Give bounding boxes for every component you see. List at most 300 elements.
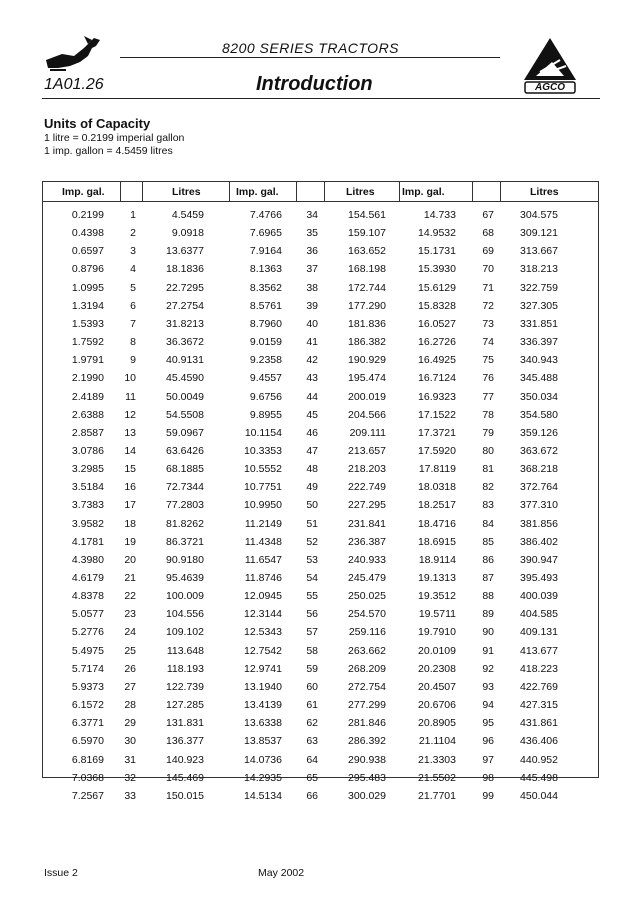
table-cell: 381.856: [520, 517, 558, 530]
table-cell-units: 99: [482, 789, 494, 802]
table-cell: 359.126: [520, 426, 558, 439]
table-cell: 440.952: [520, 753, 558, 766]
table-cell-units: 83: [482, 499, 494, 512]
table-cell-units: 29: [124, 717, 136, 730]
table-cell: 368.218: [520, 463, 558, 476]
table-cell-units: 72: [482, 299, 494, 312]
table-cell: 2.8587: [71, 426, 104, 439]
table-cell: 9.6756: [249, 390, 282, 403]
table-cell-units: 17: [124, 499, 136, 512]
header-divider: [472, 182, 473, 201]
table-cell: 18.1836: [166, 263, 204, 276]
table-cell: 13.6377: [166, 245, 204, 258]
table-cell: 18.4716: [418, 517, 456, 530]
table-cell-units: 98: [482, 771, 494, 784]
table-cell: 122.739: [166, 680, 204, 693]
table-cell: 390.947: [520, 553, 558, 566]
table-cell: 21.1104: [418, 735, 456, 748]
table-cell: 15.6129: [418, 281, 456, 294]
table-cell-units: 27: [124, 680, 136, 693]
header-divider: [229, 182, 230, 201]
table-cell-units: 88: [482, 590, 494, 603]
table-cell: 16.7124: [418, 372, 456, 385]
table-cell: 272.754: [348, 680, 386, 693]
table-cell: 309.121: [520, 227, 558, 240]
table-cell: 195.474: [348, 372, 386, 385]
table-cell-units: 86: [482, 553, 494, 566]
table-cell-units: 65: [306, 771, 318, 784]
units-heading: Units of Capacity: [44, 116, 151, 131]
table-cell: 4.5459: [171, 209, 204, 221]
table-cell: 5.7174: [71, 662, 104, 675]
table-cell: 318.213: [520, 263, 558, 276]
table-cell-units: 79: [482, 426, 494, 439]
table-cell-units: 85: [482, 535, 494, 548]
table-cell: 4.6179: [71, 572, 104, 584]
table-cell: 15.8328: [418, 299, 456, 312]
table-cell-units: 10: [124, 372, 136, 385]
table-cell: 250.025: [348, 590, 386, 603]
table-cell: 72.7344: [166, 481, 204, 494]
table-cell-units: 23: [124, 608, 136, 621]
table-cell-units: 77: [482, 390, 494, 403]
table-cell-units: 64: [306, 753, 318, 766]
table-cell: 172.744: [348, 281, 386, 294]
table-cell-units: 91: [482, 644, 494, 657]
table-cell: 145.469: [166, 771, 204, 784]
table-cell: 0.2199: [71, 209, 104, 221]
table-cell: 450.044: [520, 789, 558, 802]
header-divider: [120, 182, 121, 201]
table-cell: 150.015: [166, 789, 204, 802]
table-cell: 227.295: [348, 499, 386, 512]
table-cell-units: 71: [482, 281, 494, 294]
table-cell: 186.382: [348, 336, 386, 349]
table-cell-units: 87: [482, 572, 494, 584]
table-cell-units: 1: [130, 209, 136, 221]
table-cell: 327.305: [520, 299, 558, 312]
agco-logo: [522, 36, 578, 94]
table-cell: 8.1363: [249, 263, 282, 276]
table-cell-units: 48: [306, 463, 318, 476]
table-cell: 1.3194: [71, 299, 104, 312]
table-cell: 20.8905: [418, 717, 456, 730]
wrench-hand-icon: [44, 34, 102, 74]
table-cell-units: 38: [306, 281, 318, 294]
table-cell-units: 50: [306, 499, 318, 512]
section-title: Introduction: [256, 73, 373, 95]
table-cell-units: 59: [306, 662, 318, 675]
table-cell-units: 32: [124, 771, 136, 784]
table-cell: 118.193: [166, 662, 204, 675]
table-cell: 6.5970: [71, 735, 104, 748]
table-cell-units: 25: [124, 644, 136, 657]
table-cell: 68.1885: [166, 463, 204, 476]
table-cell-units: 44: [306, 390, 318, 403]
table-cell: 20.2308: [418, 662, 456, 675]
table-cell-units: 61: [306, 699, 318, 712]
table-cell-units: 57: [306, 626, 318, 639]
table-cell: 54.5508: [166, 408, 204, 421]
table-cell: 40.9131: [166, 354, 204, 367]
table-cell: 5.4975: [71, 644, 104, 657]
table-cell-units: 52: [306, 535, 318, 548]
table-cell: 127.285: [166, 699, 204, 712]
column-header: Litres: [346, 186, 375, 198]
table-cell: 8.3562: [249, 281, 282, 294]
table-cell-units: 75: [482, 354, 494, 367]
table-cell-units: 58: [306, 644, 318, 657]
table-cell: 12.5343: [244, 626, 282, 639]
table-cell: 445.498: [520, 771, 558, 784]
table-cell: 17.1522: [418, 408, 456, 421]
table-cell-units: 93: [482, 680, 494, 693]
table-cell: 14.2935: [244, 771, 282, 784]
table-cell-units: 40: [306, 317, 318, 330]
table-cell: 11.2149: [244, 517, 282, 530]
table-cell: 363.672: [520, 444, 558, 457]
table-cell: 6.3771: [71, 717, 104, 730]
column-header: Imp. gal.: [62, 186, 105, 198]
table-cell: 16.9323: [418, 390, 456, 403]
table-cell: 140.923: [166, 753, 204, 766]
table-cell-units: 62: [306, 717, 318, 730]
table-cell: 15.3930: [418, 263, 456, 276]
table-cell: 154.561: [348, 209, 386, 221]
table-cell: 131.831: [166, 717, 204, 730]
column-header: Litres: [172, 186, 201, 198]
table-cell: 100.009: [166, 590, 204, 603]
table-cell-units: 30: [124, 735, 136, 748]
table-cell: 2.6388: [71, 408, 104, 421]
header-divider: [324, 182, 325, 201]
table-cell-units: 43: [306, 372, 318, 385]
table-cell: 9.2358: [249, 354, 282, 367]
table-cell: 409.131: [520, 626, 558, 639]
table-cell: 14.733: [423, 209, 456, 221]
table-cell-units: 69: [482, 245, 494, 258]
table-cell: 16.2726: [418, 336, 456, 349]
table-cell: 286.392: [348, 735, 386, 748]
table-cell: 22.7295: [166, 281, 204, 294]
table-cell: 9.8955: [249, 408, 282, 421]
table-cell: 268.209: [348, 662, 386, 675]
table-cell-units: 67: [482, 209, 494, 221]
table-cell: 7.9164: [249, 245, 282, 258]
table-cell: 20.6706: [418, 699, 456, 712]
table-cell: 18.9114: [418, 553, 456, 566]
table-cell: 10.1154: [244, 426, 282, 439]
table-cell: 190.929: [348, 354, 386, 367]
table-cell-units: 36: [306, 245, 318, 258]
table-cell: 9.0159: [249, 336, 282, 349]
table-cell: 340.943: [520, 354, 558, 367]
table-cell: 395.493: [520, 572, 558, 584]
table-cell: 18.6915: [418, 535, 456, 548]
table-cell-units: 82: [482, 481, 494, 494]
table-cell: 245.479: [348, 572, 386, 584]
table-cell: 6.1572: [71, 699, 104, 712]
table-cell: 345.488: [520, 372, 558, 385]
table-cell-units: 3: [130, 245, 136, 258]
table-cell: 1.5393: [71, 317, 104, 330]
table-cell-units: 80: [482, 444, 494, 457]
table-cell: 4.3980: [71, 553, 104, 566]
table-header-row: [43, 182, 598, 202]
table-cell: 50.0049: [166, 390, 204, 403]
header-rule-bottom: [42, 98, 600, 99]
table-cell: 5.9373: [71, 680, 104, 693]
table-cell-units: 9: [130, 354, 136, 367]
table-cell: 336.397: [520, 336, 558, 349]
table-cell-units: 15: [124, 463, 136, 476]
table-cell: 300.029: [348, 789, 386, 802]
table-cell: 422.769: [520, 680, 558, 693]
conversion-line: 1 litre = 0.2199 imperial gallon: [44, 132, 185, 144]
series-title: 8200 SERIES TRACTORS: [222, 40, 400, 56]
table-cell-units: 33: [124, 789, 136, 802]
table-cell: 20.0109: [418, 644, 456, 657]
table-cell: 277.299: [348, 699, 386, 712]
agco-brand-text: AGCO: [535, 82, 565, 93]
table-cell: 313.667: [520, 245, 558, 258]
table-cell: 254.570: [348, 608, 386, 621]
table-cell: 77.2803: [166, 499, 204, 512]
table-cell: 427.315: [520, 699, 558, 712]
table-cell: 263.662: [348, 644, 386, 657]
table-cell-units: 7: [130, 317, 136, 330]
column-header: Imp. gal.: [236, 186, 279, 198]
table-cell: 95.4639: [166, 572, 204, 584]
table-cell: 5.0577: [71, 608, 104, 621]
table-cell: 11.6547: [244, 553, 282, 566]
table-cell: 21.5502: [418, 771, 456, 784]
table-cell: 7.2567: [71, 789, 104, 802]
table-cell: 218.203: [348, 463, 386, 476]
header-divider: [296, 182, 297, 201]
table-cell-units: 2: [130, 227, 136, 240]
table-cell: 16.4925: [418, 354, 456, 367]
table-cell: 213.657: [348, 444, 386, 457]
table-cell: 15.1731: [418, 245, 456, 258]
table-cell: 4.1781: [71, 535, 104, 548]
table-cell: 372.764: [520, 481, 558, 494]
table-cell-units: 84: [482, 517, 494, 530]
table-cell: 1.9791: [71, 354, 104, 367]
table-cell-units: 94: [482, 699, 494, 712]
table-cell: 90.9180: [166, 553, 204, 566]
table-cell-units: 42: [306, 354, 318, 367]
table-cell: 177.290: [348, 299, 386, 312]
table-cell: 31.8213: [166, 317, 204, 330]
table-cell: 11.4348: [244, 535, 282, 548]
table-cell: 322.759: [520, 281, 558, 294]
footer-date: May 2002: [258, 867, 305, 879]
table-cell-units: 76: [482, 372, 494, 385]
table-cell-units: 54: [306, 572, 318, 584]
table-cell: 16.0527: [418, 317, 456, 330]
table-cell: 10.5552: [244, 463, 282, 476]
table-cell: 13.6338: [244, 717, 282, 730]
table-cell-units: 24: [124, 626, 136, 639]
table-cell: 63.6426: [166, 444, 204, 457]
table-cell: 413.677: [520, 644, 558, 657]
table-cell: 11.8746: [244, 572, 282, 584]
table-cell: 222.749: [348, 481, 386, 494]
table-cell: 86.3721: [166, 535, 204, 548]
table-cell-units: 68: [482, 227, 494, 240]
table-cell-units: 74: [482, 336, 494, 349]
header-divider: [399, 182, 400, 201]
table-cell-units: 11: [125, 390, 136, 403]
table-cell: 113.648: [166, 644, 204, 657]
table-cell-units: 96: [482, 735, 494, 748]
table-cell-units: 78: [482, 408, 494, 421]
table-cell: 159.107: [348, 227, 386, 240]
header-divider: [500, 182, 501, 201]
table-cell: 17.5920: [418, 444, 456, 457]
column-header: Litres: [530, 186, 559, 198]
table-cell: 21.3303: [418, 753, 456, 766]
table-cell: 400.039: [520, 590, 558, 603]
table-cell: 2.1990: [71, 372, 104, 385]
table-cell: 81.8262: [166, 517, 204, 530]
table-cell-units: 56: [306, 608, 318, 621]
table-cell: 281.846: [348, 717, 386, 730]
table-cell-units: 97: [482, 753, 494, 766]
table-cell: 7.0368: [71, 771, 104, 784]
table-cell-units: 13: [124, 426, 136, 439]
table-cell-units: 28: [124, 699, 136, 712]
table-cell-units: 20: [124, 553, 136, 566]
table-cell-units: 4: [130, 263, 136, 276]
table-cell-units: 41: [306, 336, 318, 349]
table-cell: 259.116: [348, 626, 386, 639]
table-cell: 45.4590: [166, 372, 204, 385]
table-cell: 5.2776: [71, 626, 104, 639]
table-cell-units: 90: [482, 626, 494, 639]
table-cell: 14.5134: [244, 789, 282, 802]
table-cell-units: 8: [130, 336, 136, 349]
table-cell-units: 34: [306, 209, 318, 221]
table-cell: 13.8537: [244, 735, 282, 748]
table-cell: 295.483: [348, 771, 386, 784]
table-cell-units: 53: [306, 553, 318, 566]
table-cell: 14.0736: [244, 753, 282, 766]
table-cell-units: 46: [306, 426, 318, 439]
table-cell: 9.4557: [249, 372, 282, 385]
table-cell: 1.0995: [71, 281, 104, 294]
table-cell: 163.652: [348, 245, 386, 258]
table-cell: 236.387: [348, 535, 386, 548]
table-cell-units: 66: [306, 789, 318, 802]
header-divider: [142, 182, 143, 201]
table-cell: 12.0945: [244, 590, 282, 603]
table-cell: 0.8796: [71, 263, 104, 276]
table-cell: 21.7701: [418, 789, 456, 802]
table-cell: 209.111: [349, 426, 386, 439]
table-cell: 350.034: [520, 390, 558, 403]
table-cell-units: 14: [124, 444, 136, 457]
table-cell: 13.4139: [244, 699, 282, 712]
table-cell: 14.9532: [418, 227, 456, 240]
table-cell: 3.5184: [71, 481, 104, 494]
table-cell-units: 19: [124, 535, 136, 548]
table-cell: 10.7751: [244, 481, 282, 494]
table-cell-units: 26: [124, 662, 136, 675]
table-cell-units: 70: [482, 263, 494, 276]
table-cell: 2.4189: [71, 390, 104, 403]
table-cell: 8.7960: [249, 317, 282, 330]
table-cell: 20.4507: [418, 680, 456, 693]
table-cell: 10.3353: [244, 444, 282, 457]
table-cell: 59.0967: [166, 426, 204, 439]
table-cell: 12.9741: [244, 662, 282, 675]
table-cell: 418.223: [520, 662, 558, 675]
table-cell-units: 60: [306, 680, 318, 693]
table-cell: 3.2985: [71, 463, 104, 476]
table-cell: 19.3512: [418, 590, 456, 603]
table-cell: 6.8169: [71, 753, 104, 766]
table-cell: 17.3721: [418, 426, 456, 439]
table-cell-units: 81: [482, 463, 494, 476]
table-cell: 4.8378: [71, 590, 104, 603]
table-cell: 7.6965: [249, 227, 282, 240]
table-cell: 304.575: [520, 209, 558, 221]
conversion-line: 1 imp. gallon = 4.5459 litres: [44, 145, 173, 157]
table-cell: 104.556: [166, 608, 204, 621]
table-cell: 377.310: [520, 499, 558, 512]
page-code: 1A01.26: [44, 76, 104, 93]
table-cell: 204.566: [348, 408, 386, 421]
table-cell: 7.4766: [249, 209, 282, 221]
table-cell: 19.7910: [418, 626, 456, 639]
table-cell: 18.2517: [418, 499, 456, 512]
table-cell: 404.585: [520, 608, 558, 621]
table-cell: 231.841: [348, 517, 386, 530]
table-cell-units: 5: [130, 281, 136, 294]
table-cell-units: 18: [124, 517, 136, 530]
table-cell: 18.0318: [418, 481, 456, 494]
table-cell: 12.3144: [244, 608, 282, 621]
table-cell-units: 89: [482, 608, 494, 621]
table-cell: 0.4398: [71, 227, 104, 240]
table-cell: 431.861: [520, 717, 558, 730]
table-cell: 19.5711: [418, 608, 456, 621]
table-cell: 8.5761: [249, 299, 282, 312]
table-cell-units: 51: [306, 517, 318, 530]
table-cell-units: 47: [306, 444, 318, 457]
table-cell: 386.402: [520, 535, 558, 548]
table-cell: 3.7383: [71, 499, 104, 512]
table-cell: 109.102: [166, 626, 204, 639]
table-cell: 354.580: [520, 408, 558, 421]
table-cell-units: 16: [124, 481, 136, 494]
column-header: Imp. gal.: [402, 186, 445, 198]
table-cell-units: 63: [306, 735, 318, 748]
table-cell: 181.836: [348, 317, 386, 330]
table-cell: 240.933: [348, 553, 386, 566]
table-cell-units: 12: [124, 408, 136, 421]
table-cell-units: 37: [306, 263, 318, 276]
table-cell-units: 21: [124, 572, 136, 584]
table-cell-units: 49: [306, 481, 318, 494]
table-cell: 9.0918: [171, 227, 204, 240]
table-cell-units: 55: [306, 590, 318, 603]
table-cell: 436.406: [520, 735, 558, 748]
table-cell-units: 45: [306, 408, 318, 421]
table-cell: 3.0786: [71, 444, 104, 457]
